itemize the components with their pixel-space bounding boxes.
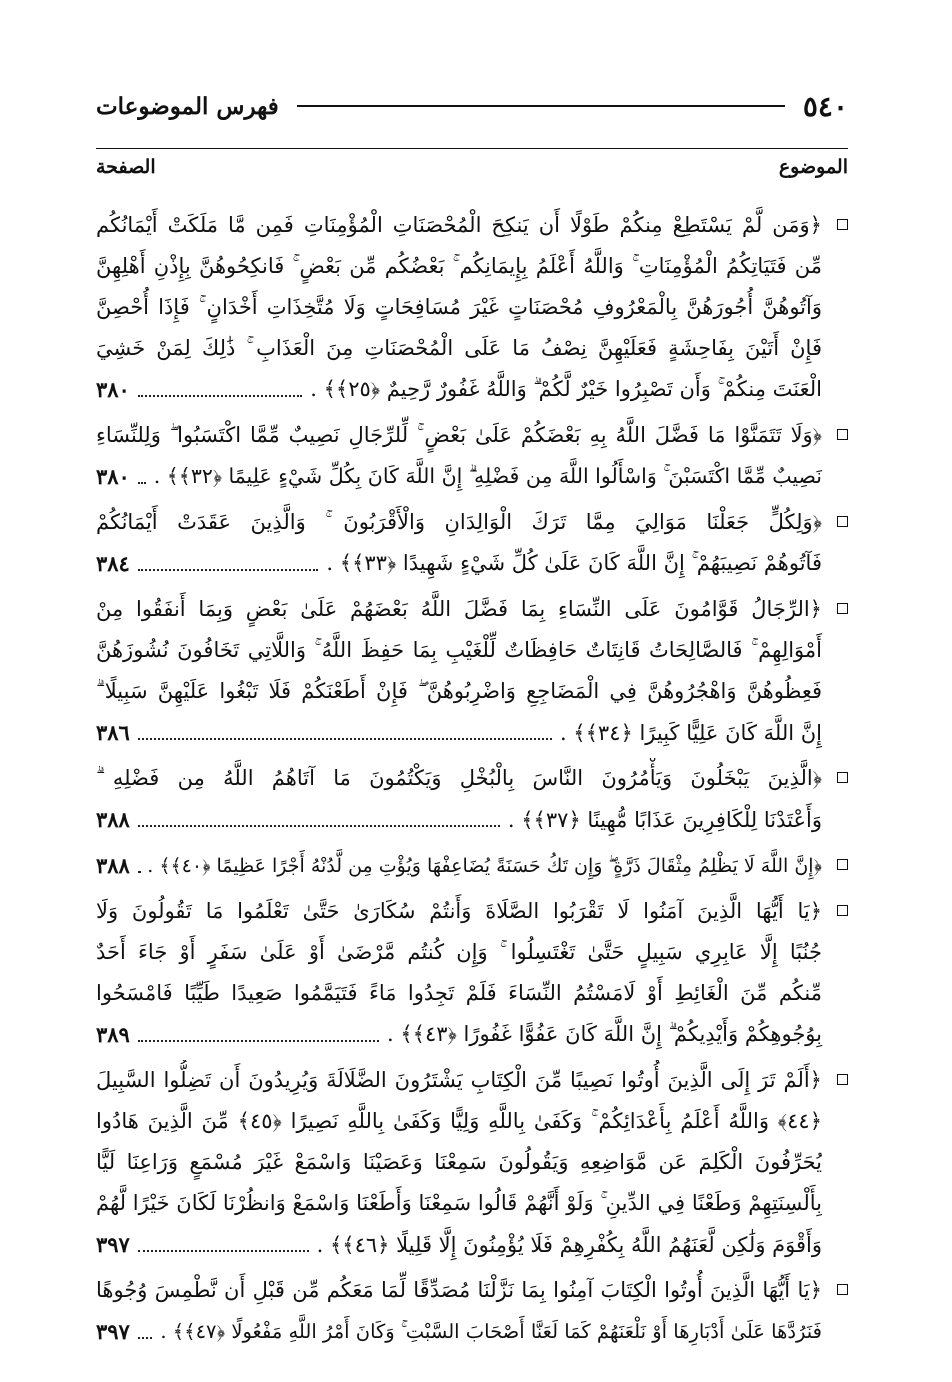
verse-line: وَأَعْتَدْنَا لِلْكَافِرِينَ عَذَابًا مُّهِينًا ﴿٣٧﴾﴾ .	[507, 807, 822, 832]
checkbox-icon	[837, 516, 848, 527]
divider	[96, 148, 848, 149]
verse-line: جُنُبًا إِلَّا عَابِرِي سَبِيلٍ حَتَّىٰ تَغْتَسِلُوا ۚ وَإِن كُنتُم مَّرْضَىٰ أَوْ عَلَىٰ سَفَرٍ أَوْ جَاءَ أَحَدٌ	[96, 940, 822, 964]
verse-line: ﴿٤٤﴾ وَاللَّهُ أَعْلَمُ بِأَعْدَائِكُمْ ۚ وَكَفَىٰ بِاللَّهِ وَلِيًّا وَكَفَىٰ بِاللَّهِ نَصِيرًا ﴿٤٥﴾ مِّنَ الَّذِينَ هَادُوا	[96, 1109, 822, 1133]
running-header	[96, 86, 848, 126]
verse-line: ﴿وَلِكُلٍّ جَعَلْنَا مَوَالِيَ مِمَّا تَرَكَ الْوَالِدَانِ وَالْأَقْرَبُونَ ۚ وَالَّذِينَ عَقَدَتْ أَيْمَانُكُمْ	[96, 510, 822, 534]
topic-list	[96, 205, 848, 1357]
entry-last-line	[96, 1311, 822, 1352]
checkbox-icon	[837, 905, 848, 916]
verse-line: فَآتُوهُمْ نَصِيبَهُمْ ۚ إِنَّ اللَّهَ كَانَ عَلَىٰ كُلِّ شَيْءٍ شَهِيدًا ﴿٣٣﴾﴾ .	[326, 551, 822, 575]
leader-dots	[138, 569, 319, 571]
list-item	[96, 845, 848, 886]
entry-last-line	[96, 1014, 822, 1055]
verse-line: وَأَقْوَمَ وَلَٰكِن لَّعَنَهُمُ اللَّهُ بِكُفْرِهِمْ فَلَا يُؤْمِنُونَ إِلَّا قَلِيلًا ﴿٤٦﴾﴾ .	[316, 1232, 822, 1257]
list-item	[96, 205, 848, 410]
verse-line: ﴿إِنَّ اللَّهَ لَا يَظْلِمُ مِثْقَالَ ذَرَّةٍ ۖ وَإِن تَكُ حَسَنَةً يُضَاعِفْهَا وَيُؤْتِ مِن لَّدُنْهُ أَجْرًا عَظِيمًا ﴿٤٠﴾﴾ .	[147, 854, 822, 877]
verse-line: أَمْوَالِهِمْ ۚ فَالصَّالِحَاتُ قَانِتَاتٌ حَافِظَاتٌ لِّلْغَيْبِ بِمَا حَفِظَ اللَّهُ ۚ وَاللَّاتِي تَخَافُونَ نُشُوزَهُنَّ	[96, 638, 822, 662]
verse-line: ﴿أَلَمْ تَرَ إِلَى الَّذِينَ أُوتُوا نَصِيبًا مِّنَ الْكِتَابِ يَشْتَرُونَ الضَّلَالَةَ وَيُرِيدُونَ أَن تَضِلُّوا السَّبِيلَ	[96, 1068, 822, 1092]
page-reference: ٣٨٦	[96, 720, 130, 745]
leader-dots	[138, 825, 500, 827]
page-reference: ٣٨٠	[96, 377, 130, 402]
leader-dots	[138, 482, 146, 484]
leader-dots	[138, 1250, 309, 1252]
checkbox-icon	[837, 219, 848, 230]
checkbox-icon	[837, 1074, 848, 1085]
list-item	[96, 589, 848, 753]
entry-last-line	[96, 543, 822, 584]
verse-line: ﴿وَلَا تَتَمَنَّوْا مَا فَضَّلَ اللَّهُ بِهِ بَعْضَكُمْ عَلَىٰ بَعْضٍ ۚ لِّلرِّجَالِ نَصِيبٌ مِّمَّا اكْتَسَبُوا ۖ وَلِلنِّسَاءِ	[96, 423, 822, 447]
checkbox-icon	[837, 603, 848, 614]
list-item	[96, 758, 848, 840]
verse-line: يُحَرِّفُونَ الْكَلِمَ عَن مَّوَاضِعِهِ وَيَقُولُونَ سَمِعْنَا وَعَصَيْنَا وَاسْمَعْ غَيْرَ مُسْمَعٍ وَرَاعِنَا لَيًّا	[96, 1150, 822, 1174]
verse-line: بِأَلْسِنَتِهِمْ وَطَعْنًا فِي الدِّينِ ۚ وَلَوْ أَنَّهُمْ قَالُوا سَمِعْنَا وَأَطَعْنَا وَاسْمَعْ وَانظُرْنَا لَكَانَ خَيْرًا لَّهُمْ	[96, 1191, 822, 1215]
list-item	[96, 1270, 848, 1352]
verse-line: فَنَرُدَّهَا عَلَىٰ أَدْبَارِهَا أَوْ نَلْعَنَهُمْ كَمَا لَعَنَّا أَصْحَابَ السَّبْتِ ۚ وَكَانَ أَمْرُ اللَّهِ مَفْعُولًا ﴿٤٧﴾﴾ .	[160, 1320, 822, 1343]
verse-line: ﴿الرِّجَالُ قَوَّامُونَ عَلَى النِّسَاءِ بِمَا فَضَّلَ اللَّهُ بَعْضَهُمْ عَلَىٰ بَعْضٍ وَبِمَا أَنفَقُوا مِنْ	[96, 597, 822, 621]
verse-line: نَصِيبٌ مِّمَّا اكْتَسَبْنَ ۚ وَاسْأَلُوا اللَّهَ مِن فَضْلِهِ ۗ إِنَّ اللَّهَ كَانَ بِكُلِّ شَيْءٍ عَلِيمًا ﴿٣٢﴾﴾ .	[153, 464, 822, 488]
entry-last-line	[96, 369, 822, 410]
checkbox-icon	[837, 859, 848, 870]
page-reference: ٣٨٠	[96, 464, 130, 489]
verse-line: ﴿وَمَن لَّمْ يَسْتَطِعْ مِنكُمْ طَوْلًا أَن يَنكِحَ الْمُحْصَنَاتِ الْمُؤْمِنَاتِ فَمِن مَّا مَلَكَتْ أَيْمَانُكُم	[96, 213, 822, 237]
verse-line: إِنَّ اللَّهَ كَانَ عَلِيًّا كَبِيرًا ﴿٣٤﴾﴾ .	[559, 720, 822, 745]
page-reference: ٣٨٤	[96, 551, 130, 576]
verse-line: الْعَنَتَ مِنكُمْ ۚ وَأَن تَصْبِرُوا خَيْرٌ لَّكُمْ ۗ وَاللَّهُ غَفُورٌ رَّحِيمٌ ﴿٢٥﴾﴾ .	[310, 377, 822, 401]
header-rule	[297, 105, 785, 107]
page-reference: ٣٩٧	[96, 1232, 130, 1257]
topic-column-header: الموضوع	[778, 156, 848, 178]
verse-line: ﴿يَا أَيُّهَا الَّذِينَ آمَنُوا لَا تَقْرَبُوا الصَّلَاةَ وَأَنتُمْ سُكَارَىٰ حَتَّىٰ تَعْلَمُوا مَا تَقُولُونَ وَلَا	[96, 899, 822, 923]
verse-line: مِّن فَتَيَاتِكُمُ الْمُؤْمِنَاتِ ۚ وَاللَّهُ أَعْلَمُ بِإِيمَانِكُم ۚ بَعْضُكُم مِّن بَعْضٍ ۚ فَانكِحُوهُنَّ بِإِذْنِ أَهْلِهِنَّ	[96, 254, 822, 278]
verse-line: مِّنكُم مِّنَ الْغَائِطِ أَوْ لَامَسْتُمُ النِّسَاءَ فَلَمْ تَجِدُوا مَاءً فَتَيَمَّمُوا صَعِيدًا طَيِّبًا فَامْسَحُوا	[96, 981, 822, 1005]
list-item	[96, 415, 848, 497]
column-headers	[96, 156, 848, 190]
page-reference: ٣٩٧	[96, 1319, 130, 1344]
verse-line: ﴿يَا أَيُّهَا الَّذِينَ أُوتُوا الْكِتَابَ آمِنُوا بِمَا نَزَّلْنَا مُصَدِّقًا لِّمَا مَعَكُم مِّن قَبْلِ أَن نَّطْمِسَ وُجُوهًا	[96, 1278, 822, 1302]
verse-line: وَآتُوهُنَّ أُجُورَهُنَّ بِالْمَعْرُوفِ مُحْصَنَاتٍ غَيْرَ مُسَافِحَاتٍ وَلَا مُتَّخِذَاتِ أَخْدَانٍ ۚ فَإِذَا أُحْصِنَّ	[96, 295, 822, 319]
leader-dots	[138, 395, 302, 397]
list-item	[96, 891, 848, 1055]
page-number: ٥٤٠	[802, 89, 848, 123]
leader-dots	[138, 871, 139, 873]
page-reference: ٣٨٨	[96, 807, 130, 832]
list-item	[96, 1060, 848, 1265]
entry-last-line	[96, 712, 822, 753]
leader-dots	[138, 1040, 379, 1042]
leader-dots	[138, 1337, 152, 1339]
entry-last-line	[96, 1224, 822, 1265]
page-reference: ٣٨٩	[96, 1022, 130, 1047]
entry-last-line	[96, 799, 822, 840]
page-title: فهرس الموضوعات	[96, 92, 279, 120]
leader-dots	[138, 738, 552, 740]
page-reference: ٣٨٨	[96, 853, 130, 878]
page-column-header: الصفحة	[96, 156, 156, 178]
list-item	[96, 502, 848, 584]
checkbox-icon	[837, 1284, 848, 1295]
entry-last-line	[96, 845, 822, 886]
verse-line: ﴿الَّذِينَ يَبْخَلُونَ وَيَأْمُرُونَ النَّاسَ بِالْبُخْلِ وَيَكْتُمُونَ مَا آتَاهُمُ اللَّهُ مِن فَضْلِهِ ۗ	[96, 766, 822, 790]
verse-line: بِوُجُوهِكُمْ وَأَيْدِيكُمْ ۗ إِنَّ اللَّهَ كَانَ عَفُوًّا غَفُورًا ﴿٤٣﴾﴾ .	[386, 1022, 822, 1046]
checkbox-icon	[837, 772, 848, 783]
verse-line: فَإِنْ أَتَيْنَ بِفَاحِشَةٍ فَعَلَيْهِنَّ نِصْفُ مَا عَلَى الْمُحْصَنَاتِ مِنَ الْعَذَابِ ۚ ذَٰلِكَ لِمَنْ خَشِيَ	[96, 336, 822, 360]
verse-line: فَعِظُوهُنَّ وَاهْجُرُوهُنَّ فِي الْمَضَاجِعِ وَاضْرِبُوهُنَّ ۖ فَإِنْ أَطَعْنَكُمْ فَلَا تَبْغُوا عَلَيْهِنَّ سَبِيلًا ۗ	[96, 679, 822, 703]
entry-last-line	[96, 456, 822, 497]
checkbox-icon	[837, 429, 848, 440]
